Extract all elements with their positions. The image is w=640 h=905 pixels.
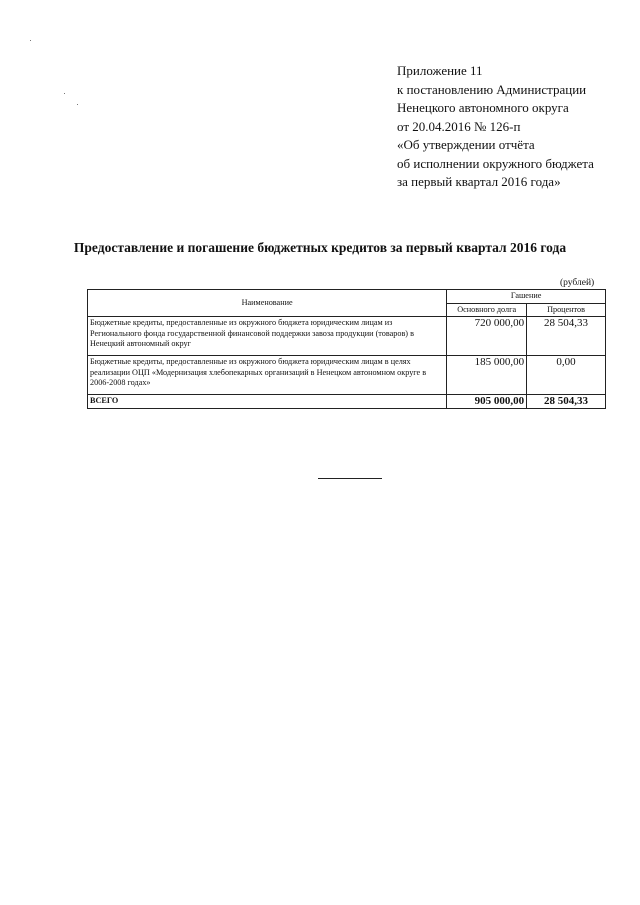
- row-interest: 28 504,33: [527, 317, 606, 356]
- appendix-header-line: «Об утверждении отчёта: [397, 137, 535, 152]
- row-interest: 0,00: [527, 356, 606, 395]
- appendix-header-line: от 20.04.2016 № 126-п: [397, 118, 521, 134]
- appendix-header-line: об исполнении окружного бюджета: [397, 155, 594, 171]
- total-interest: 28 504,33: [527, 395, 606, 409]
- appendix-header: [397, 62, 627, 192]
- scan-speck: [77, 104, 78, 105]
- row-name: Бюджетные кредиты, предоставленные из окружного бюджета юридическим лицам в целях реализации ОЦП «Модернизация хлебопекарных организаций в Ненецком автономном округе в 2006-2008 годах»: [88, 356, 447, 395]
- units-label: (рублей): [560, 278, 595, 288]
- row-principal: 720 000,00: [447, 317, 527, 356]
- end-rule: [318, 478, 382, 479]
- appendix-header-line: за первый квартал 2016 года»: [397, 174, 561, 189]
- column-header-repayment: Гашение: [447, 290, 606, 304]
- document-title: Предоставление и погашение бюджетных кредитов за первый квартал 2016 года: [73, 240, 567, 255]
- column-header-name: Наименование: [88, 290, 447, 317]
- appendix-header-line: Ненецкого автономного округа: [397, 100, 569, 115]
- row-name: Бюджетные кредиты, предоставленные из окружного бюджета юридическим лицам из Регионального фонда государственной финансовой поддержки завоза продукции (товаров) в Ненецкий автономный округ: [88, 317, 447, 356]
- table-row: [88, 356, 606, 395]
- table-row: [88, 317, 606, 356]
- total-row: [88, 395, 606, 409]
- credits-table: [87, 289, 606, 409]
- scan-speck: [64, 93, 65, 94]
- column-header-principal: Основного долга: [447, 303, 527, 317]
- scan-speck: [30, 40, 31, 41]
- total-label: ВСЕГО: [88, 395, 447, 409]
- row-principal: 185 000,00: [447, 356, 527, 395]
- column-header-interest: Процентов: [527, 303, 606, 317]
- appendix-header-line: Приложение 11: [397, 63, 483, 78]
- appendix-header-line: к постановлению Администрации: [397, 81, 587, 97]
- table-header-row: [88, 290, 606, 304]
- total-principal: 905 000,00: [447, 395, 527, 409]
